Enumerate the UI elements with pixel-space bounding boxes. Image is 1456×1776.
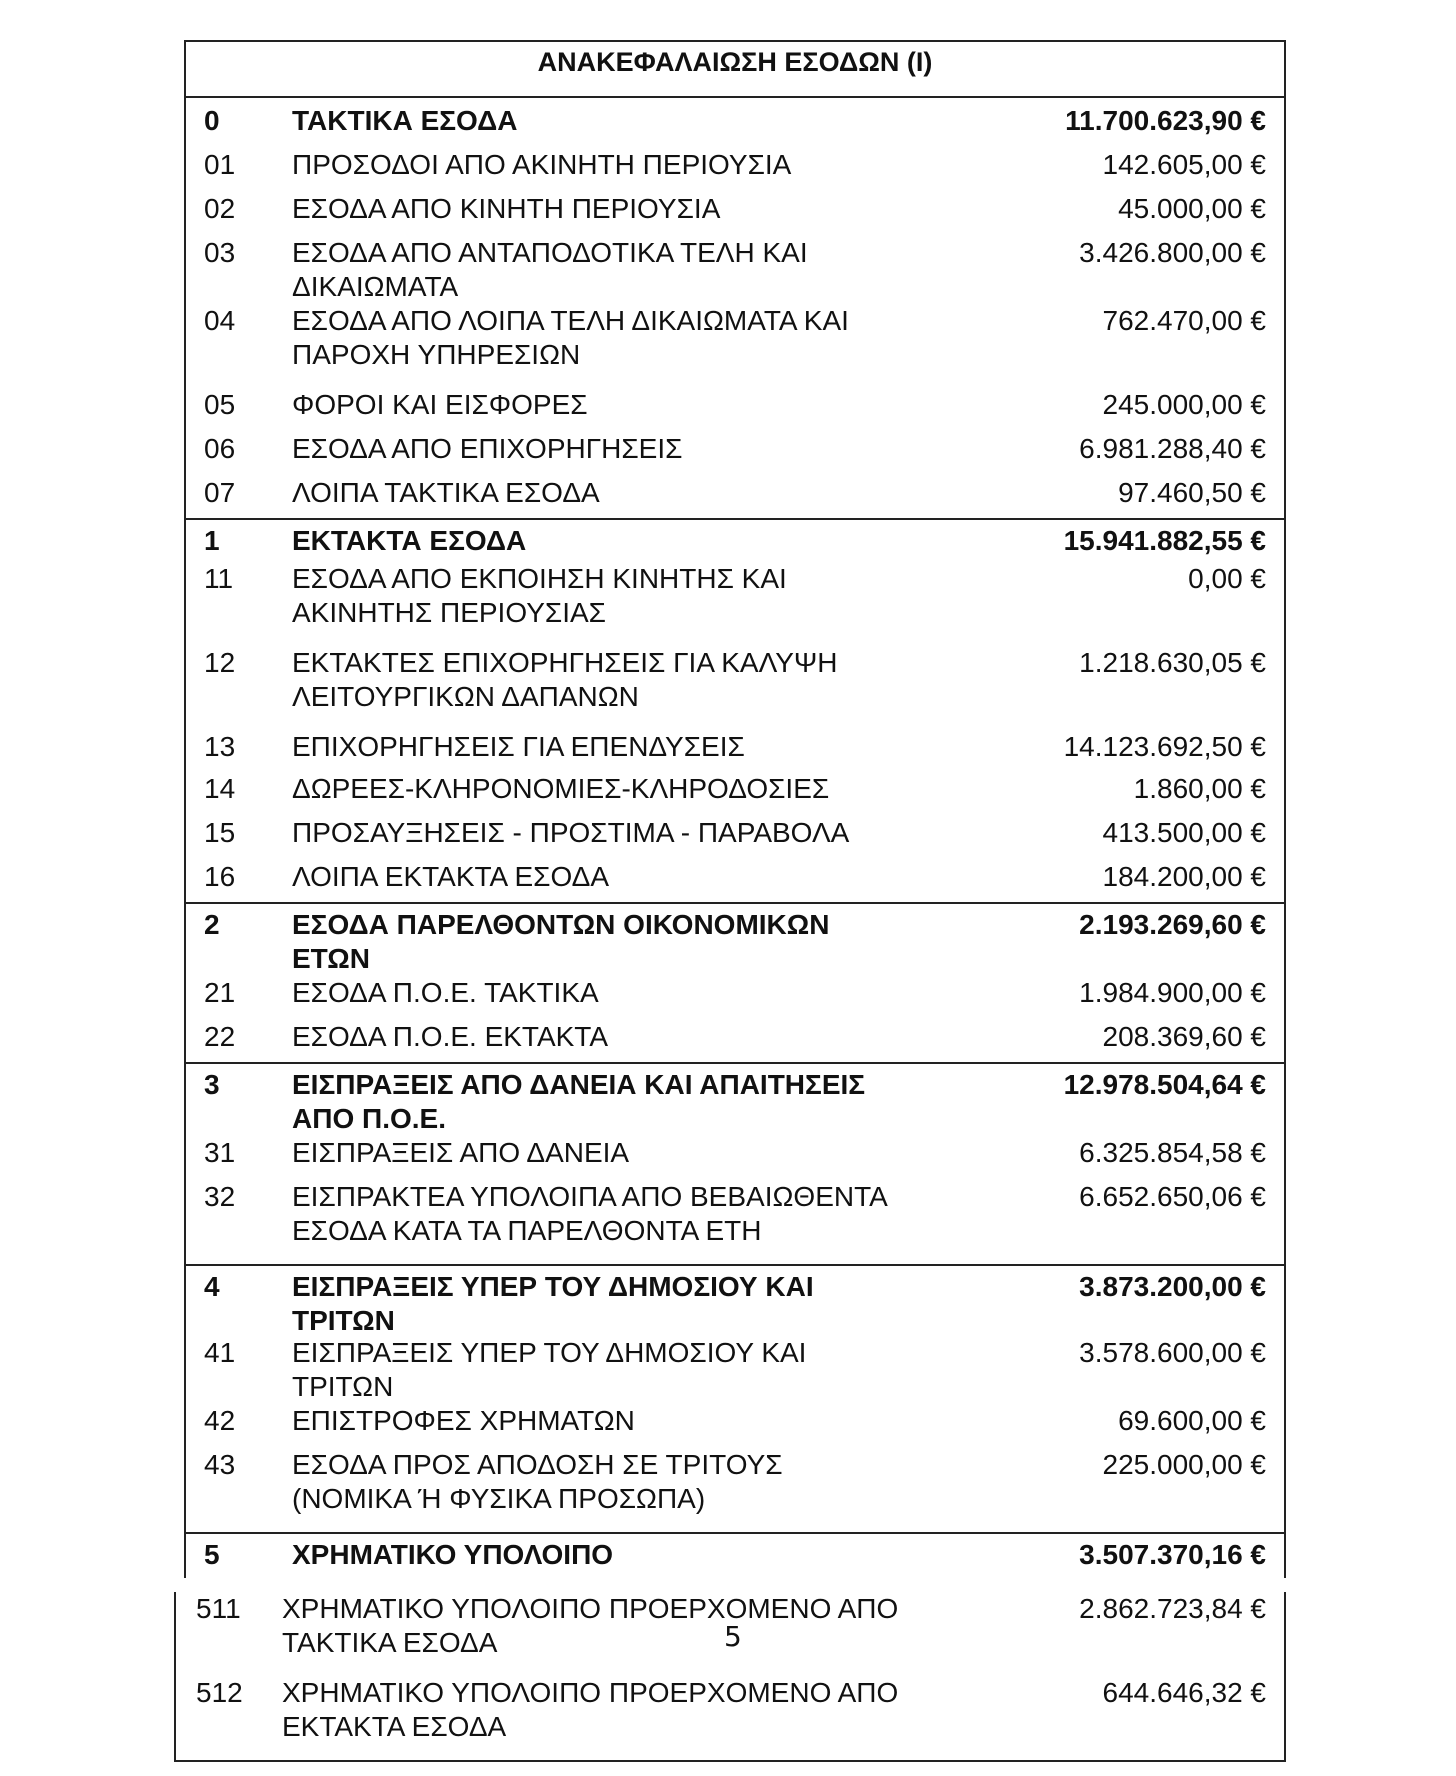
row-label: ΕΣΟΔΑ Π.Ο.Ε. ΕΚΤΑΚΤΑ [292,1021,609,1052]
row-code: 07 [204,477,236,508]
table-row-section-0 [186,98,1284,148]
row-label: ΕΣΟΔΑ ΑΠΟ ΛΟΙΠΑ ΤΕΛΗ ΔΙΚΑΙΩΜΑΤΑ ΚΑΙ ΠΑΡΟΧΗ ΥΠΗΡΕΣΙΩΝ [292,305,849,370]
row-code: 02 [204,193,236,224]
row-amount: 97.460,50 € [1118,477,1266,508]
row-label: ΧΡΗΜΑΤΙΚΟ ΥΠΟΛΟΙΠΟ [292,1539,614,1570]
page-number: 5 [724,1620,742,1653]
row-code: 04 [204,305,236,336]
row-label: ΕΙΣΠΡΑΞΕΙΣ ΥΠΕΡ ΤΟΥ ΔΗΜΟΣΙΟΥ ΚΑΙ ΤΡΙΤΩΝ [292,1337,807,1402]
row-label: ΧΡΗΜΑΤΙΚΟ ΥΠΟΛΟΙΠΟ ΠΡΟΕΡΧΟΜΕΝΟ ΑΠΟ ΤΑΚΤΙΚΑ ΕΣΟΔΑ [282,1593,899,1658]
table-row [186,772,1284,816]
row-label: ΕΣΟΔΑ ΑΠΟ ΕΚΠΟΙΗΣΗ ΚΙΝΗΤΗΣ ΚΑΙ ΑΚΙΝΗΤΗΣ ΠΕΡΙΟΥΣΙΑΣ [292,563,787,628]
row-label: ΦΟΡΟΙ ΚΑΙ ΕΙΣΦΟΡΕΣ [292,389,588,420]
row-amount: 15.941.882,55 € [1063,525,1266,556]
row-amount: 245.000,00 € [1102,389,1266,420]
row-code: 3 [204,1069,220,1100]
row-code: 13 [204,731,236,762]
revenue-summary-table [184,40,1286,1578]
row-amount: 762.470,00 € [1102,305,1266,336]
table-row [186,1020,1284,1062]
row-amount: 225.000,00 € [1102,1449,1266,1480]
row-label: ΕΙΣΠΡΑΞΕΙΣ ΥΠΕΡ ΤΟΥ ΔΗΜΟΣΙΟΥ ΚΑΙ ΤΡΙΤΩΝ [292,1271,814,1336]
row-label: ΕΙΣΠΡΑΞΕΙΣ ΑΠΟ ΔΑΝΕΙΑ ΚΑΙ ΑΠΑΙΤΗΣΕΙΣ ΑΠΟ Π.Ο.Ε. [292,1069,866,1134]
row-label: ΛΟΙΠΑ ΕΚΤΑΚΤΑ ΕΣΟΔΑ [292,861,610,892]
row-label: ΕΣΟΔΑ ΠΡΟΣ ΑΠΟΔΟΣΗ ΣΕ ΤΡΙΤΟΥΣ (ΝΟΜΙΚΑ Ή ΦΥΣΙΚΑ ΠΡΟΣΩΠΑ) [292,1449,783,1514]
row-amount: 184.200,00 € [1102,861,1266,892]
table-row [186,236,1284,304]
row-amount: 3.507.370,16 € [1079,1539,1266,1570]
row-label: ΧΡΗΜΑΤΙΚΟ ΥΠΟΛΟΙΠΟ ΠΡΟΕΡΧΟΜΕΝΟ ΑΠΟ ΕΚΤΑΚΤΑ ΕΣΟΔΑ [282,1677,899,1742]
row-code: 42 [204,1405,236,1436]
row-code: 06 [204,433,236,464]
row-amount: 14.123.692,50 € [1063,731,1266,762]
row-amount: 69.600,00 € [1118,1405,1266,1436]
row-label: ΕΣΟΔΑ ΑΠΟ ΚΙΝΗΤΗ ΠΕΡΙΟΥΣΙΑ [292,193,721,224]
row-code: 31 [204,1137,236,1168]
row-code: 03 [204,237,236,268]
row-label: ΕΠΙΣΤΡΟΦΕΣ ΧΡΗΜΑΤΩΝ [292,1405,635,1436]
table-row [186,304,1284,388]
row-amount: 11.700.623,90 € [1065,105,1266,136]
table-row [186,432,1284,476]
row-amount: 2.862.723,84 € [1079,1593,1266,1624]
row-code: 12 [204,647,236,678]
row-code: 32 [204,1181,236,1212]
row-amount: 0,00 € [1188,563,1266,594]
row-label: ΛΟΙΠΑ ΤΑΚΤΙΚΑ ΕΣΟΔΑ [292,477,600,508]
row-label: ΕΚΤΑΚΤΕΣ ΕΠΙΧΟΡΗΓΗΣΕΙΣ ΓΙΑ ΚΑΛΥΨΗ ΛΕΙΤΟΥΡΓΙΚΩΝ ΔΑΠΑΝΩΝ [292,647,838,712]
row-amount: 6.325.854,58 € [1079,1137,1266,1168]
table-title: ΑΝΑΚΕΦΑΛΑΙΩΣΗ ΕΣΟΔΩΝ (Ι) [186,42,1284,98]
table-row [186,646,1284,730]
row-label: ΕΣΟΔΑ Π.Ο.Ε. ΤΑΚΤΙΚΑ [292,977,599,1008]
row-amount: 208.369,60 € [1102,1021,1266,1052]
row-code: 512 [196,1677,243,1708]
row-code: 15 [204,817,236,848]
table-row [186,476,1284,518]
table-row-section-2 [186,902,1284,976]
row-code: 1 [204,525,220,556]
row-amount: 3.578.600,00 € [1079,1337,1266,1368]
row-amount: 2.193.269,60 € [1079,909,1266,940]
table-row [186,730,1284,772]
row-code: 511 [196,1593,241,1624]
row-amount: 45.000,00 € [1118,193,1266,224]
row-code: 14 [204,773,236,804]
row-amount: 413.500,00 € [1102,817,1266,848]
row-label: ΠΡΟΣΟΔΟΙ ΑΠΟ ΑΚΙΝΗΤΗ ΠΕΡΙΟΥΣΙΑ [292,149,792,180]
row-label: ΕΙΣΠΡΑΞΕΙΣ ΑΠΟ ΔΑΝΕΙΑ [292,1137,630,1168]
revenue-summary-table-continuation [174,1592,1286,1762]
row-code: 22 [204,1021,236,1052]
table-row [186,1336,1284,1404]
table-row-section-4 [186,1264,1284,1336]
table-row-section-3 [186,1062,1284,1136]
row-label: ΤΑΚΤΙΚΑ ΕΣΟΔΑ [292,105,518,136]
table-row [186,816,1284,860]
row-label: ΕΙΣΠΡΑΚΤΕΑ ΥΠΟΛΟΙΠΑ ΑΠΟ ΒΕΒΑΙΩΘΕΝΤΑ ΕΣΟΔΑ ΚΑΤΑ ΤΑ ΠΑΡΕΛΘΟΝΤΑ ΕΤΗ [292,1181,887,1246]
table-row [186,1448,1284,1532]
table-row [176,1676,1284,1744]
row-amount: 1.984.900,00 € [1079,977,1266,1008]
row-amount: 6.652.650,06 € [1079,1181,1266,1212]
row-label: ΕΣΟΔΑ ΑΠΟ ΑΝΤΑΠΟΔΟΤΙΚΑ ΤΕΛΗ ΚΑΙ ΔΙΚΑΙΩΜΑΤΑ [292,237,808,302]
row-amount: 12.978.504,64 € [1063,1069,1266,1100]
table-row [186,1404,1284,1448]
row-amount: 644.646,32 € [1102,1677,1266,1708]
row-amount: 3.873.200,00 € [1079,1271,1266,1302]
table-row-section-1 [186,518,1284,562]
row-amount: 3.426.800,00 € [1079,237,1266,268]
table-row [186,860,1284,902]
table-row [186,1180,1284,1264]
row-code: 5 [204,1539,220,1570]
table-row [186,562,1284,646]
row-amount: 6.981.288,40 € [1079,433,1266,464]
row-code: 41 [204,1337,236,1368]
row-code: 05 [204,389,236,420]
row-amount: 1.860,00 € [1133,773,1266,804]
row-code: 01 [204,149,236,180]
row-label: ΕΚΤΑΚΤΑ ΕΣΟΔΑ [292,525,527,556]
row-code: 16 [204,861,236,892]
table-row-section-5 [186,1532,1284,1578]
row-code: 4 [204,1271,220,1302]
table-row [186,388,1284,432]
table-row [186,1136,1284,1180]
table-row [186,192,1284,236]
row-code: 0 [204,105,220,136]
row-label: ΕΠΙΧΟΡΗΓΗΣΕΙΣ ΓΙΑ ΕΠΕΝΔΥΣΕΙΣ [292,731,745,762]
table-row [186,976,1284,1020]
row-amount: 142.605,00 € [1102,149,1266,180]
row-code: 2 [204,909,220,940]
row-code: 21 [204,977,236,1008]
row-label: ΕΣΟΔΑ ΑΠΟ ΕΠΙΧΟΡΗΓΗΣΕΙΣ [292,433,683,464]
row-label: ΔΩΡΕΕΣ-ΚΛΗΡΟΝΟΜΙΕΣ-ΚΛΗΡΟΔΟΣΙΕΣ [292,773,830,804]
row-label: ΠΡΟΣΑΥΞΗΣΕΙΣ - ΠΡΟΣΤΙΜΑ - ΠΑΡΑΒΟΛΑ [292,817,850,848]
row-code: 11 [204,563,234,594]
row-code: 43 [204,1449,236,1480]
table-row [186,148,1284,192]
row-amount: 1.218.630,05 € [1079,647,1266,678]
row-label: ΕΣΟΔΑ ΠΑΡΕΛΘΟΝΤΩΝ ΟΙΚΟΝΟΜΙΚΩΝ ΕΤΩΝ [292,909,830,974]
